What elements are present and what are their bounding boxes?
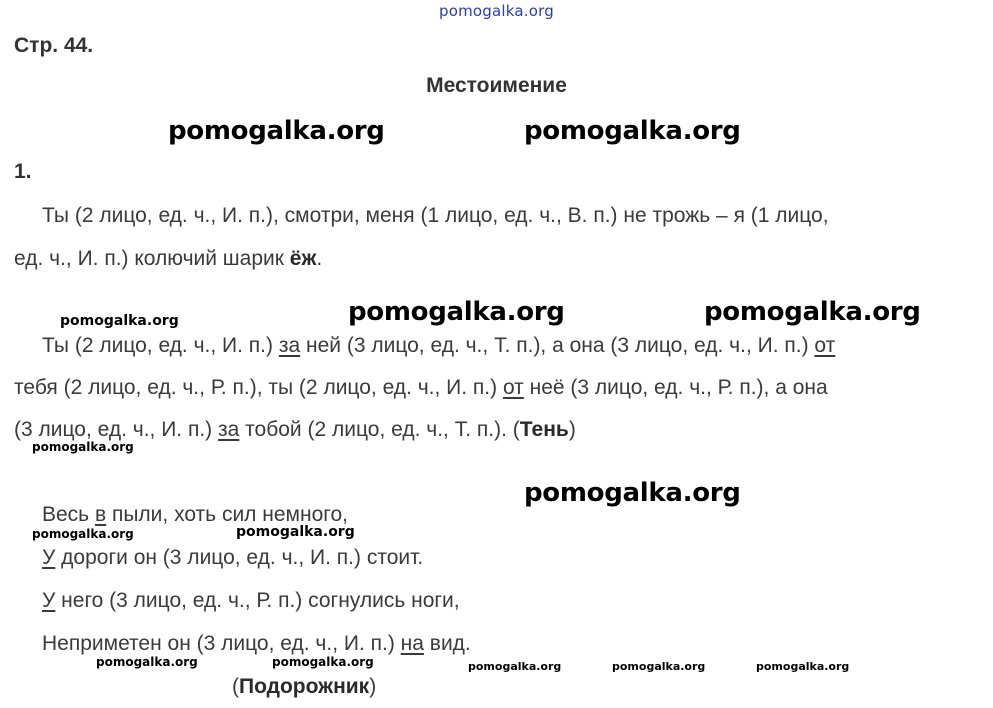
para2-line1 [42,333,835,359]
preposition: У [42,546,56,569]
text: тобой (2 лицо, ед. ч., Т. п.). ( [239,418,520,441]
watermark: pomogalka.org [756,660,850,673]
watermark: pomogalka.org [32,440,134,454]
poem-answer [232,674,376,700]
page-title: Местоимение [426,74,567,97]
preposition: за [278,334,301,357]
watermark: pomogalka.org [468,660,562,673]
answer-bold: ёж [289,247,317,270]
preposition: в [94,503,107,526]
text: дороги он (3 лицо, ед. ч., И. п.) стоит. [55,546,424,569]
task-number: 1. [14,160,32,183]
text: тебя (2 лицо, ед. ч., Р. п.), ты (2 лицо, ед. ч., И. п.) [14,376,503,399]
answer-bold: Подорожник [239,675,370,698]
watermark: pomogalka.org [236,524,355,540]
para1-line1: Ты (2 лицо, ед. ч., И. п.), смотри, меня (1 лицо, ед. ч., В. п.) не трожь – я (1 лицо, [42,204,829,227]
text: пыли, хоть сил немного, [106,503,348,526]
poem-line2 [42,545,423,571]
text: ( [232,675,239,698]
poem-line3 [42,588,460,614]
poem-line4 [42,631,471,657]
watermark: pomogalka.org [704,297,921,327]
watermark: pomogalka.org [612,660,706,673]
text: Весь [42,503,95,526]
watermark: pomogalka.org [272,655,374,669]
text: него (3 лицо, ед. ч., Р. п.) согнулись ноги, [55,589,460,612]
watermark: pomogalka.org [348,297,565,327]
watermark: pomogalka.org [168,116,385,146]
para1-line2 [14,246,322,272]
text: ней (3 лицо, ед. ч., Т. п.), а она (3 лицо, ед. ч., И. п.) [300,334,815,357]
text: ) [369,675,377,698]
watermark: pomogalka.org [524,478,741,508]
text: Ты (2 лицо, ед. ч., И. п.) [42,334,279,357]
watermark: pomogalka.org [32,527,134,541]
text: Неприметен он (3 лицо, ед. ч., И. п.) [42,632,401,655]
preposition: У [42,589,56,612]
watermark-top: pomogalka.org [439,2,554,20]
watermark: pomogalka.org [96,655,198,669]
answer-bold: Тень [519,418,569,441]
text: (3 лицо, ед. ч., И. п.) [14,418,219,441]
text: неё (3 лицо, ед. ч., Р. п.), а она [523,376,828,399]
para2-line2 [14,375,828,401]
preposition: от [502,376,524,399]
text: ед. ч., И. п.) колючий шарик [14,247,290,270]
text: . [316,247,323,270]
text: вид. [423,632,471,655]
text: ) [568,418,576,441]
preposition: за [218,418,240,441]
watermark: pomogalka.org [524,116,741,146]
page-number: Стр. 44. [14,34,94,57]
watermark: pomogalka.org [60,313,179,329]
preposition: на [400,632,424,655]
preposition: от [814,334,836,357]
